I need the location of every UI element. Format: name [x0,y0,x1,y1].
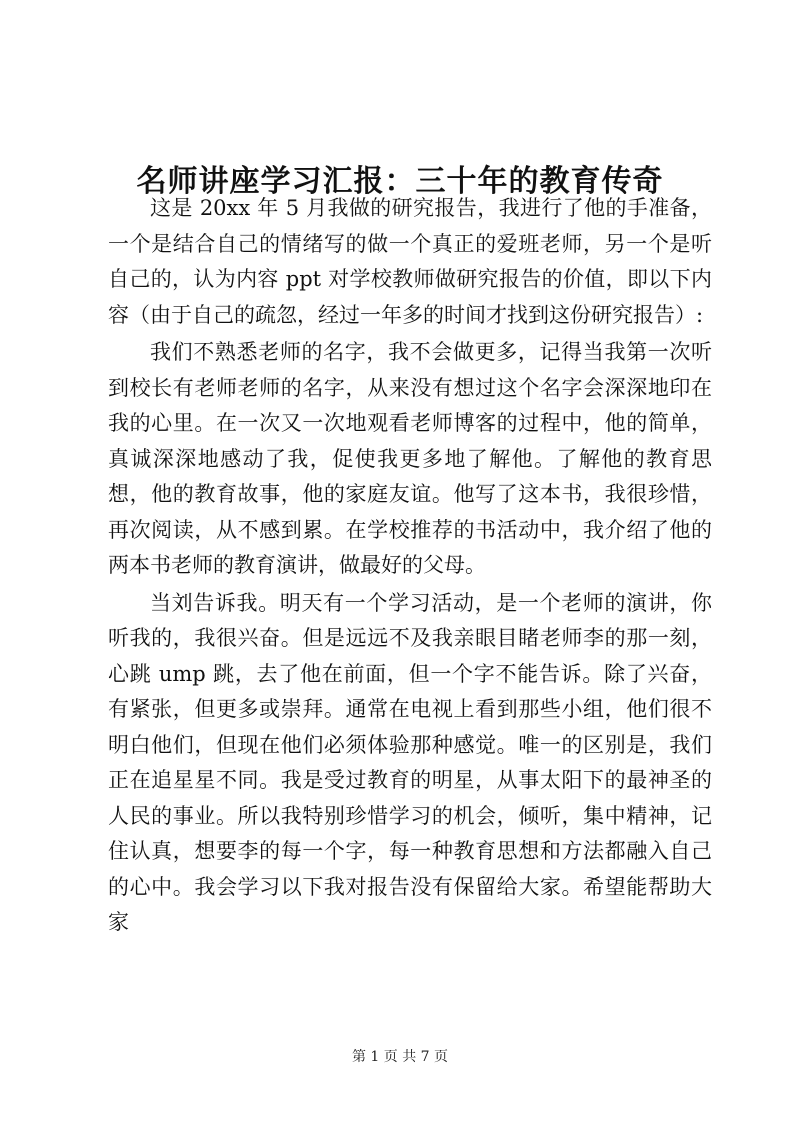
document-title: 名师讲座学习汇报：三十年的教育传奇 [136,164,664,200]
paragraph-3: 当刘告诉我。明天有一个学习活动，是一个老师的演讲，你听我的，我很兴奋。但是远远不及我亲眼目睹老师李的那一刻，心跳 ump 跳，去了他在前面，但一个字不能告诉。除了兴奋，有紧张，但更多或崇拜。通常在电视上看到那些小组，他们很不明白他们，但现在他们必须体验那种感觉。唯一的区别是，我们正在追星星不同。我是受过教育的明星，从事太阳下的最神圣的人民的事业。所以我特别珍惜学习的机会，倾听，集中精神，记住认真，想要李的每一个字，每一种教育思想和方法都融入自己的心中。我会学习以下我对报告没有保留给大家。希望能帮助大家 [108,590,712,934]
paragraph-1: 这是 20xx 年 5 月我做的研究报告，我进行了他的手准备，一个是结合自己的情绪写的做一个真正的爱班老师，另一个是听自己的，认为内容 ppt 对学校教师做研究报告的价值，即以下内容（由于自己的疏忽，经过一年多的时间才找到这份研究报告）: [108,196,712,327]
document-body [108,191,712,941]
paragraph-2: 我们不熟悉老师的名字，我不会做更多，记得当我第一次听到校长有老师老师的名字，从来没有想过这个名字会深深地印在我的心里。在一次又一次地观看老师博客的过程中，他的简单，真诚深深地感动了我，促使我更多地了解他。了解他的教育思想，他的教育故事，他的家庭友谊。他写了这本书，我很珍惜，再次阅读，从不感到累。在学校推荐的书活动中，我介绍了他的两本书老师的教育演讲，做最好的父母。 [108,340,712,577]
page-number-footer: 第 1 页 共 7 页 [351,1049,449,1065]
